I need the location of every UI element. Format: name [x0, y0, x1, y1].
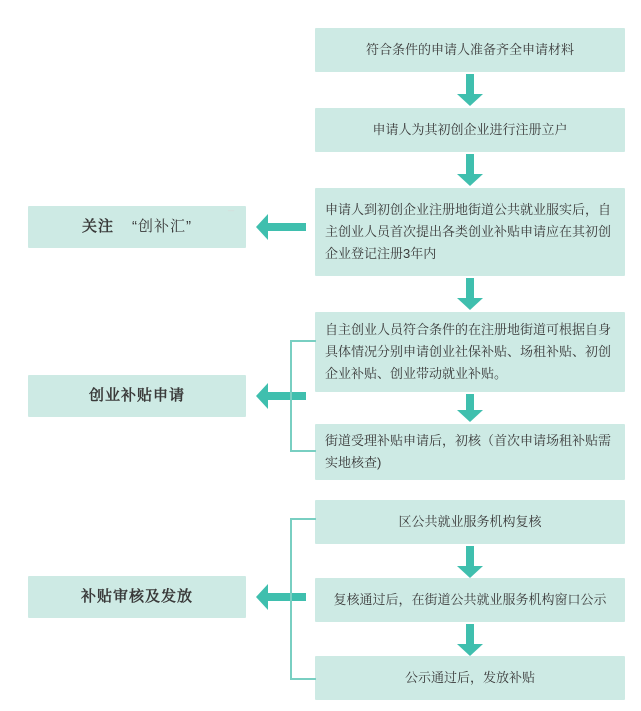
flow-step-3-label: 申请人到初创企业注册地街道公共就业服实后，自主创业人员首次提出各类创业补贴申请应在其初创企业登记注册3年内 [325, 202, 612, 261]
flow-step-1 [315, 28, 625, 72]
flow-step-5 [315, 424, 625, 480]
phase-subsidy-review-label: 补贴审核及发放 [80, 588, 193, 605]
flow-step-6 [315, 500, 625, 544]
arrow-step1-to-step2 [457, 74, 483, 106]
arrow-step2-to-step3 [457, 154, 483, 186]
arrow-step4-to-step5 [457, 394, 483, 422]
watermark-mark: ¯ [228, 210, 237, 222]
flow-step-4 [315, 312, 625, 392]
phase-subsidy-review [28, 576, 246, 618]
flow-step-3 [315, 188, 625, 276]
phase-focus [28, 206, 246, 248]
arrow-step3-to-step4 [457, 278, 483, 310]
phase-subsidy-apply [28, 375, 246, 417]
flow-step-7-label: 复核通过后，在街道公共就业服务机构窗口公示 [333, 592, 607, 607]
flow-step-6-label: 区公共就业服务机构复核 [398, 514, 542, 529]
bracket-subsidy-apply [290, 340, 316, 452]
flow-step-1-label: 符合条件的申请人准备齐全申请材料 [365, 42, 574, 57]
arrow-step6-to-step7 [457, 546, 483, 578]
arrow-step7-to-step8 [457, 624, 483, 656]
flow-step-4-label: 自主创业人员符合条件的在注册地街道可根据自身具体情况分别申请创业社保补贴、场租补贴、初创企业补贴、创业带动就业补贴。 [325, 322, 612, 381]
phase-focus-brand: “创补汇” [132, 218, 192, 235]
flow-step-5-label: 街道受理补贴申请后，初核（首次申请场租补贴需实地核查) [325, 433, 612, 470]
flow-step-8-label: 公示通过后，发放补贴 [404, 670, 535, 685]
flow-step-2-label: 申请人为其初创企业进行注册立户 [372, 122, 568, 137]
flow-step-7 [315, 578, 625, 622]
phase-focus-label: 关注 [81, 218, 114, 235]
arrow-step3-to-phase-focus [256, 214, 306, 240]
flow-step-2 [315, 108, 625, 152]
phase-subsidy-apply-label: 创业补贴申请 [88, 387, 185, 404]
flow-step-8 [315, 656, 625, 700]
bracket-subsidy-review [290, 518, 316, 680]
